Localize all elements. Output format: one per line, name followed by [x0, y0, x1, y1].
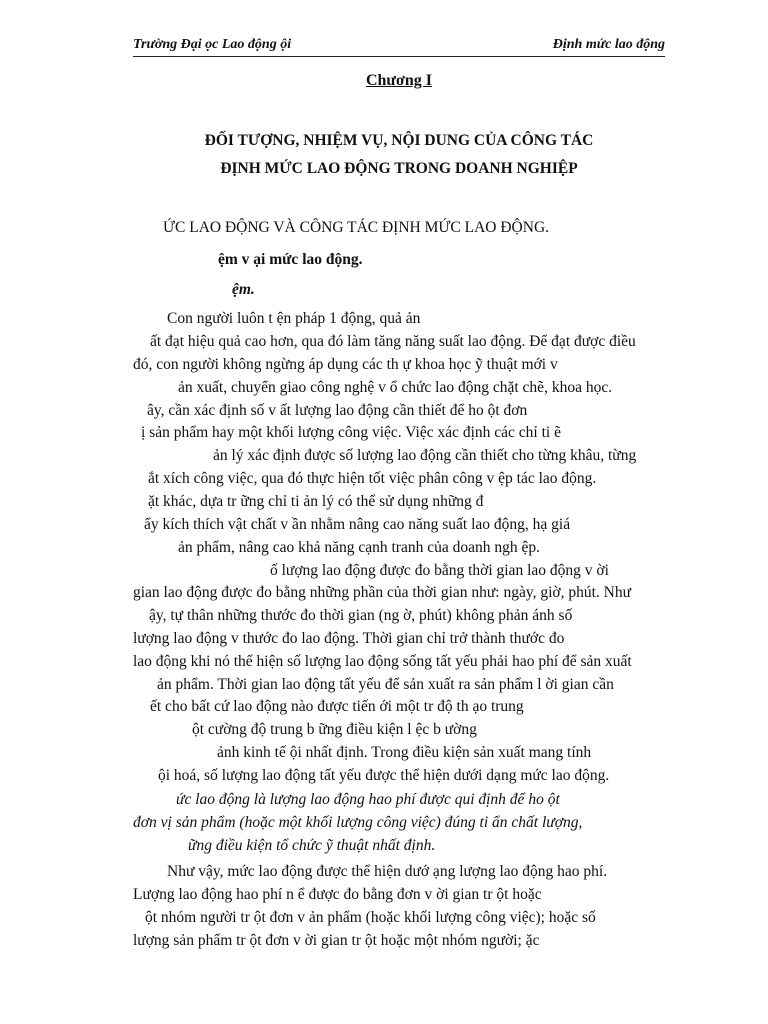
p1-line-11: ản phẩm, nâng cao khả năng cạnh tranh của doanh ngh ệp.	[178, 539, 540, 556]
definition-line-1: ức lao động là lượng lao động hao phí được qui định để ho ột	[176, 791, 560, 808]
p1-line-4: ản xuất, chuyển giao công nghệ v ổ chức lao động chặt chẽ, khoa học.	[178, 379, 613, 396]
p3-line-3: ột nhóm người tr ột đơn v ản phẩm (hoặc khối lượng công việc); hoặc số	[145, 909, 596, 926]
p1-line-5: ây, cần xác định số v ất lượng lao động cần thiết để ho ột đơn	[147, 402, 528, 419]
definition-line-3: ững điều kiện tổ chức ỹ thuật nhất định.	[188, 837, 436, 854]
p2-line-4: lượng lao động v thước đo lao động. Thời gian chỉ trở thành thước đo	[133, 630, 565, 647]
p1-line-9: ặt khác, dựa tr ững chỉ ti ản lý có thể sử dụng những đ	[148, 493, 484, 510]
p1-line-3: đó, con người không ngừng áp dụng các th ự khoa học ỹ thuật mới v	[133, 356, 558, 373]
p1-line-10: ẩy kích thích vật chất v ần nhằm nâng cao năng suất lao động, hạ giá	[144, 516, 571, 533]
p1-line-1: Con người luôn t ện pháp 1 động, quả ản	[167, 310, 421, 327]
p2-line-1: ố lượng lao động được đo bằng thời gian lao động v ời	[270, 562, 609, 579]
subsubsection-heading: ệm.	[232, 281, 255, 298]
p1-line-2: ất đạt hiệu quả cao hơn, qua đó làm tăng năng suất lao động. Để đạt được điều	[150, 333, 636, 350]
p3-line-2: Lượng lao động hao phí n ể được đo bằng đơn v ời gian tr ột hoặc	[133, 886, 542, 903]
chapter-title: Chương I	[365, 72, 433, 89]
page-header	[133, 34, 665, 57]
title-line-2: ĐỊNH MỨC LAO ĐỘNG TRONG DOANH NGHIỆP	[220, 160, 578, 177]
p2-line-7: ết cho bất cứ lao động nào được tiến ới một tr độ th ạo trung	[150, 698, 524, 715]
section-heading: ỨC LAO ĐỘNG VÀ CÔNG TÁC ĐỊNH MỨC LAO ĐỘNG.	[163, 219, 550, 236]
p2-line-10: ội hoá, số lượng lao động tất yếu được thể hiện dưới dạng mức lao động.	[158, 767, 610, 784]
header-left: Trường Đại ọc Lao động ội	[133, 37, 292, 52]
p2-line-2: gian lao động được đo bằng những phần của thời gian như: ngày, giờ, phút. Như	[133, 584, 631, 601]
p2-line-9: ảnh kinh tế ội nhất định. Trong điều kiện sản xuất mang tính	[217, 744, 592, 761]
subsection-heading: ệm v ại mức lao động.	[218, 251, 363, 268]
definition-line-2: đơn vị sản phẩm (hoặc một khối lượng công việc) đúng ti ẩn chất lượng,	[133, 814, 583, 831]
p1-line-6: ị sản phẩm hay một khối lượng công việc. Việc xác định các chỉ ti ẽ	[141, 424, 561, 441]
p2-line-5: lao động khi nó thể hiện số lượng lao động sống tất yếu phải hao phí để sản xuất	[133, 653, 632, 670]
p3-line-4: lượng sản phẩm tr ột đơn v ời gian tr ột hoặc một nhóm người; ặc	[133, 932, 540, 949]
p1-line-7: ản lý xác định được số lượng lao động cần thiết cho từng khâu, từng	[213, 447, 637, 464]
header-right: Định mức lao động	[552, 37, 665, 52]
p2-line-6: ản phẩm. Thời gian lao động tất yếu để sản xuất ra sản phẩm l ời gian cần	[157, 676, 614, 693]
title-line-1: ĐỐI TƯỢNG, NHIỆM VỤ, NỘI DUNG CỦA CÔNG TÁC	[204, 132, 594, 149]
p2-line-8: ột cường độ trung b ững điều kiện l ệc b ường	[192, 721, 477, 738]
p3-line-1: Như vậy, mức lao động được thể hiện dướ ạng lượng lao động hao phí.	[167, 863, 608, 880]
p1-line-8: ắt xích công việc, qua đó thực hiện tốt việc phân công v ệp tác lao động.	[148, 470, 597, 487]
p2-line-3: ậy, tự thân những thước đo thời gian (ng ờ, phút) không phản ánh số	[149, 607, 573, 624]
